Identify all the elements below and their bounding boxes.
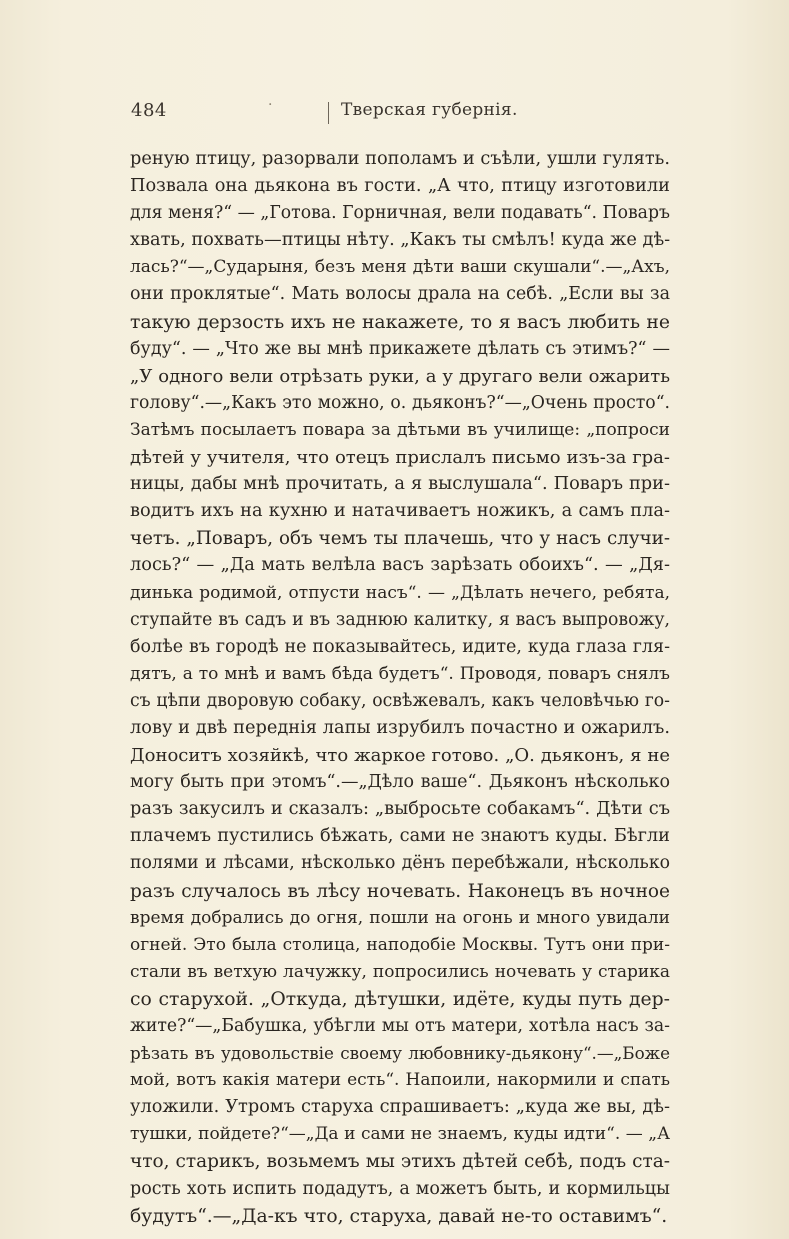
running-title: Тверская губернія. — [341, 100, 518, 120]
text-line: время добрались до огня, пошли на огонь и много увидали — [130, 907, 670, 928]
text-line: жите?“—„Бабушка, убѣгли мы отъ матери, хотѣла насъ за- — [130, 1016, 670, 1036]
text-line: лась?“—„Сударыня, безъ меня дѣти ваши скушали“.—„Ахъ, — [130, 257, 670, 278]
text-line: буду“. — „Что же вы мнѣ прикажете дѣлать съ этимъ?“ — — [130, 338, 670, 359]
text-line: динька родимой, отпусти насъ“. — „Дѣлать нечего, ребята, — [130, 582, 670, 603]
text-line: разъ случалось въ лѣсу ночевать. Наконецъ въ ночное — [130, 880, 670, 902]
text-line: они проклятые“. Мать волосы драла на себѣ. „Если вы за — [130, 284, 670, 305]
text-line: болѣе въ городѣ не показывайтесь, идите, куда глаза гля- — [130, 636, 670, 657]
text-line: ступайте въ садъ и въ заднюю калитку, я васъ выпровожу, — [130, 609, 670, 630]
text-line: разъ закусилъ и сказалъ: „выбросьте собакамъ“. Дѣти съ — [130, 799, 670, 820]
text-line: дѣтей у учителя, что отецъ прислалъ письмо изъ-за гра- — [130, 447, 670, 469]
text-line: съ цѣпи дворовую собаку, освѣжевалъ, какъ человѣчью го- — [130, 690, 670, 711]
text-line: что, старикъ, возьмемъ мы этихъ дѣтей себѣ, подъ ста- — [130, 1151, 670, 1173]
header-dot-mark: · — [268, 97, 273, 113]
text-line: полями и лѣсами, нѣсколько дёнъ перебѣжали, нѣсколько — [130, 853, 670, 874]
text-line: такую дерзость ихъ не накажете, то я васъ любить не — [130, 311, 670, 333]
text-line: тушки, пойдете?“—„Да и сами не знаемъ, куды идти“. — „А — [130, 1124, 670, 1145]
body-text — [130, 146, 670, 1230]
page-number: 484 — [131, 100, 167, 121]
text-line: стали въ ветхую лачужку, попросились ночевать у старика — [130, 961, 670, 982]
text-line: мой, вотъ какія матери есть“. Напоили, накормили и спать — [130, 1070, 670, 1091]
text-line: огней. Это была столица, наподобіе Москвы. Тутъ они при- — [130, 934, 670, 955]
text-line: голову“.—„Какъ это можно, о. дьяконъ?“—„Очень просто“. — [130, 392, 670, 413]
text-line: водитъ ихъ на кухню и натачиваетъ ножикъ, а самъ пла- — [130, 501, 670, 522]
text-line: рость хоть испить подадутъ, а можетъ быть, и кормильцы — [130, 1178, 670, 1199]
text-line: плачемъ пустились бѣжать, сами не знаютъ куды. Бѣгли — [130, 826, 670, 847]
text-line: Затѣмъ посылаетъ повара за дѣтьми въ училище: „попроси — [130, 419, 670, 440]
text-line: для меня?“ — „Готова. Горничная, вели подавать“. Поваръ — [130, 203, 670, 224]
text-line: четъ. „Поваръ, объ чемъ ты плачешь, что у насъ случи- — [130, 528, 670, 550]
text-line: уложили. Утромъ старуха спрашиваетъ: „куда же вы, дѣ- — [130, 1097, 670, 1118]
text-line: Позвала она дьякона въ гости. „А что, птицу изготовили — [130, 176, 670, 197]
text-line: лову и двѣ переднія лапы изрубилъ почастно и ожарилъ. — [130, 717, 670, 738]
text-line: дятъ, а то мнѣ и вамъ бѣда будетъ“. Проводя, поваръ снялъ — [130, 663, 670, 684]
text-line: хвать, похвать—птицы нѣту. „Какъ ты смѣлъ! куда же дѣ- — [130, 230, 670, 251]
text-line: будутъ“.—„Да-къ что, старуха, давай не-то оставимъ“. — [130, 1205, 668, 1227]
header-separator — [328, 102, 329, 124]
text-line: „У одного вели отрѣзать руки, а у другаго вели ожарить — [130, 365, 670, 387]
text-line: рѣзать въ удовольствіе своему любовнику-дьякону“.—„Боже — [130, 1043, 670, 1064]
running-head — [131, 97, 671, 130]
text-line: со старухой. „Откуда, дѣтушки, идёте, куды путь дер- — [130, 988, 670, 1010]
text-line: реную птицу, разорвали пополамъ и съѣли, ушли гулять. — [130, 149, 670, 169]
text-line: ницы, дабы мнѣ прочитать, а я выслушала“. Поваръ при- — [130, 474, 670, 495]
text-line: могу быть при этомъ“.—„Дѣло ваше“. Дьяконъ нѣсколько — [130, 772, 670, 793]
text-line: Доноситъ хозяйкѣ, что жаркое готово. „О. дьяконъ, я не — [130, 745, 670, 767]
text-line: лось?“ — „Да мать велѣла васъ зарѣзать обоихъ“. — „Дя- — [130, 555, 670, 576]
